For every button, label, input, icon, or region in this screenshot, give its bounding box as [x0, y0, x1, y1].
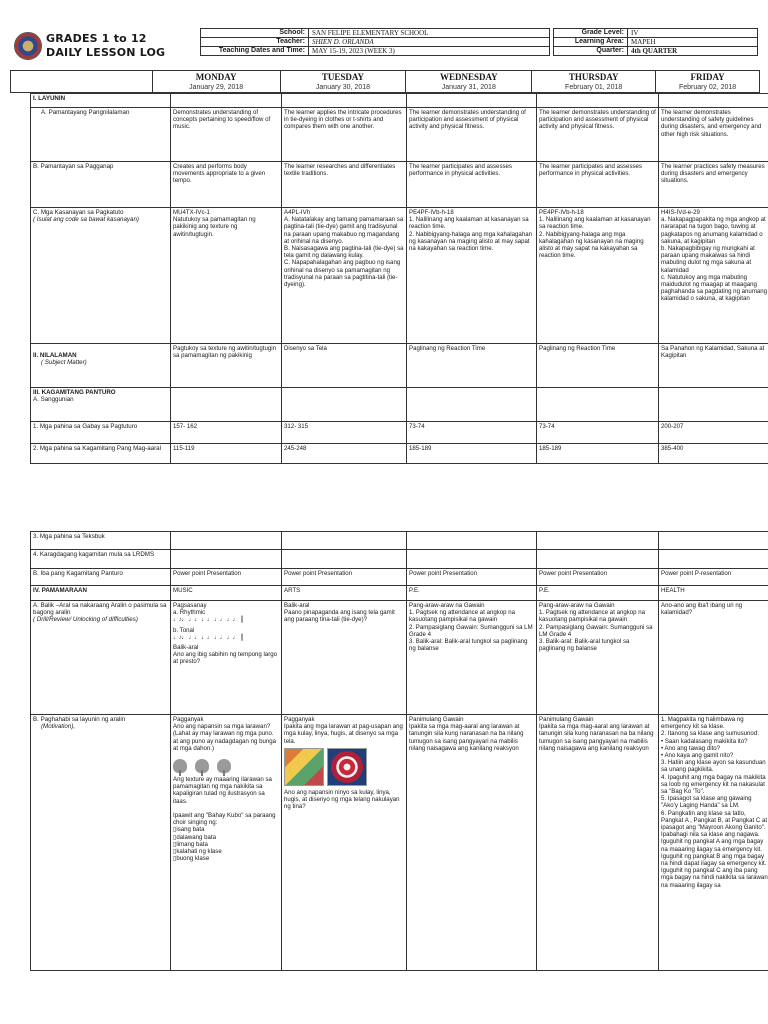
quarter-value: 4th QUARTER	[628, 47, 758, 56]
tie-dye-image	[327, 748, 367, 786]
pamamaraan-label: IV. PAMAMARAAN	[31, 586, 171, 601]
paghahabi-label: B. Paghahabi sa layunin ng aralin (Motivation),	[31, 715, 171, 971]
cell: 73-74	[407, 422, 537, 444]
grade-info-table	[553, 28, 758, 56]
dates-value: MAY 15-19, 2023 (WEEK 3)	[309, 47, 550, 56]
cell: The learner practices safety measures during disasters and emergency situations.	[659, 162, 768, 208]
cell: The learner applies the intricate procedures in tie-dyeing in clothes or t-shirts and compares them with one another.	[282, 108, 407, 162]
teacher-value: SHIEN D. ORLANDA	[309, 38, 550, 47]
grade-label: Grade Level:	[554, 29, 628, 38]
cell: Power point Presentation	[537, 569, 659, 586]
cell: The learner demonstrates understanding of participation and assessment of physical activity and physical fitness.	[537, 108, 659, 162]
grade-value: IV	[628, 29, 758, 38]
deped-seal-icon	[14, 32, 42, 60]
cell: Ano-ano ang iba't ibang uri ng kalamidad?	[659, 601, 768, 715]
cell: The learner participates and assesses performance in physical activities.	[407, 162, 537, 208]
cell: MU4TX-IVc-1 Natutukoy sa pamamagitan ng pakikinig ang texture ng awitin/tugtugin.	[171, 208, 282, 344]
document-title	[46, 32, 165, 60]
subject-music: MUSIC	[171, 586, 282, 601]
title-line1: GRADES 1 to 12	[46, 32, 147, 45]
cell: 185-189	[537, 444, 659, 464]
area-label: Learning Area:	[554, 38, 628, 47]
lesson-grid-page1	[30, 93, 768, 464]
tree-icon	[195, 759, 209, 773]
cell: 185-189	[407, 444, 537, 464]
iba-label: B. Iba pang Kagamitang Panturo	[31, 569, 171, 586]
cell: Demonstrates understanding of concepts pertaining to speed/flow of music.	[171, 108, 282, 162]
day-monday: MONDAY January 29, 2018	[152, 71, 280, 93]
cell: Panimulang Gawain Ipakita sa mga mag-aaral ang larawan at tanungin sila kung naranasan na ba nilang tumugon sa isang pangyayari na mabilis nilang naisagawa ang kanilang reaksyon	[407, 715, 537, 971]
cell: The learner researches and differentiates textile traditions.	[282, 162, 407, 208]
row-nilalaman	[31, 344, 768, 388]
cell: Pagganyak Ipakita ang mga larawan at pag-usapan ang mga kulay, linya, hugis, at disenyo sa mga tela. Ano ang napansin ninyo sa kulay, linya, hugis, at disenyo ng mga telang nakulayan ng tina?	[282, 715, 407, 971]
cell: Sa Panahon ng Kalamidad, Sakuna at Kagipitan	[659, 344, 768, 388]
cell: 200-207	[659, 422, 768, 444]
cell: PE4PF-IVb-h-18 1. Nalilinang ang kaalaman at kasanayan sa reaction time. 2. Nabibigyang-halaga ang mga kahalagahan ng kasanayan na maging alisto at may sapat na kakayahan sa reaction time.	[407, 208, 537, 344]
cell: Power point Presentation	[282, 569, 407, 586]
row-layunin	[31, 94, 768, 108]
cell: 157- 162	[171, 422, 282, 444]
title-line2: DAILY LESSON LOG	[46, 46, 166, 59]
subject-health: HEALTH	[659, 586, 768, 601]
cell: Balik-aral Paano pinapaganda ang isang tela gamit ang paraang tina-tali (tie-dye)?	[282, 601, 407, 715]
school-info-table	[200, 28, 550, 56]
day-thursday: THURSDAY February 01, 2018	[532, 71, 656, 93]
day-header-blank	[11, 71, 153, 93]
pamantayang-label: A. Pamantayang Pangnilalaman	[31, 108, 171, 162]
lrdms-label: 4. Karagdagang kagamitan mula sa LRDMS	[31, 550, 171, 569]
cell: Disenyo sa Tela	[282, 344, 407, 388]
cell: Creates and performs body movements appropriate to a given tempo.	[171, 162, 282, 208]
row-pagganap	[31, 162, 768, 208]
row-kagamitan	[31, 388, 768, 422]
kagamitan-label: III. KAGAMITANG PANTURO A. Sanggunian	[31, 388, 171, 422]
gabay-label: 1. Mga pahina sa Gabay sa Pagtuturo	[31, 422, 171, 444]
tree-illustration	[173, 755, 279, 773]
teksbuk-label: 3. Mga pahina sa Teksbuk	[31, 532, 171, 550]
cell: H4IS-IVd-e-29 a. Nakapagpapakita ng mga angkop at nararapat na tugon bago, tuwing at pagkatapos ng anumang kalamidad o sakuna, at kagipitan b. Nakapagbibigay ng mungkahi at paraan upang makaiwas sa hindi mabuting dulot ng mga sakuna at kalamidad c. Natutukoy ang mga mabuting maidudulot ng maagap at maagang paghahanda sa pagdating ng anumang kalamidad o sakuna, at kagipitan	[659, 208, 768, 344]
day-tuesday: TUESDAY January 30, 2018	[280, 71, 406, 93]
cell: Pagsasanay a. Rhythmic ♩♪♩ ♩♩ ♩♩ ♩♩ ♩♩ ║ b. Tonal ♩♪♩ ♩♩ ♩♩ ♩♩ ♩♩ ║ Balik-aral Ano ang ibig sabihin ng tempong largo at presto?	[171, 601, 282, 715]
subject-pe: P.E.	[407, 586, 537, 601]
row-paghahabi	[31, 715, 768, 971]
cell: 73-74	[537, 422, 659, 444]
nilalaman-label: II. NILALAMAN ( Subject Matter)	[31, 344, 171, 388]
layunin-label: I. LAYUNIN	[31, 94, 171, 108]
cell: Power point Presentation	[407, 569, 537, 586]
pagganap-label: B. Pamantayan sa Pagganap	[31, 162, 171, 208]
kasanayan-label: C. Mga Kasanayan sa Pagkatuto ( Isulat ang code sa bawat kasanayan)	[31, 208, 171, 344]
row-pamamaraan	[31, 586, 768, 601]
cell: Paglinang ng Reaction Time	[407, 344, 537, 388]
cell: The learner participates and assesses performance in physical activities.	[537, 162, 659, 208]
quarter-label: Quarter:	[554, 47, 628, 56]
kagamitang-pang-label: 2. Mga pahina sa Kagamitang Pang Mag-aaral	[31, 444, 171, 464]
rhythm-notes: ♩♪♩ ♩♩ ♩♩ ♩♩ ♩♩ ║	[173, 617, 244, 624]
cell: Power point Presentation	[171, 569, 282, 586]
tree-icon	[217, 759, 231, 773]
subject-pe: P.E.	[537, 586, 659, 601]
cell: Paglinang ng Reaction Time	[537, 344, 659, 388]
day-wednesday: WEDNESDAY January 31, 2018	[406, 71, 532, 93]
cell: Pagtukoy sa texture ng awitin/tugtugin sa pamamagitan ng pakikinig	[171, 344, 282, 388]
row-gabay	[31, 422, 768, 444]
tree-icon	[173, 759, 187, 773]
balik-label: A. Balik –Aral sa nakaraang Aralin o pasimula sa bagong aralin ( Drill/Review/ Unlocking of difficulties)	[31, 601, 171, 715]
tonal-notes: ♩♪♩ ♩♩ ♩♩ ♩♩ ♩♩ ║	[173, 634, 244, 641]
cell: Pang-araw-araw na Gawain 1. Pagtsek ng attendance at angkop na kasuotang pampisikal na gawain 2. Pampasiglang Gawain: Sumangguni sa LM Grade 4 3. Balik-aral: Balik-aral tungkol sa paglinang ng balanse	[407, 601, 537, 715]
day-header-row	[10, 70, 760, 93]
row-kagamitang-pang	[31, 444, 768, 464]
cell: 312- 315	[282, 422, 407, 444]
cell: 1. Magpakita ng halimbawa ng emergency kit sa klase. 2. Itanong sa klase ang sumusunod: • Saan kadalasang makikita ito? • Ano ang tawag dito? • Ano kaya ang gamit nito? 3. Hatiin ang klase ayon sa kasunduan sa unang pagkikita. 4. Ipaguhit ang mga bagay na makikita sa loob ng emergency kit na nakasulat sa "Bag Ko 'To". 5. Ipasagot sa klase ang gawaing "Ako'y Laging Handa" sa LM. 6. Pangkatin ang klase sa tatlo, Pangkat A , Pangkat B, at Pangkat C at ipasagot ang "Mayroon Akong Ganito". Ipabahagi nila sa klase ang nagawa. Iguguhit ng pangkat A ang mga bagay na maaaring ilagay sa emergency kit. Iguguhit ng pangkat B ang mga bagay na hindi dapat ilagay sa emergency kit. Iguguhit ng pangkat C ang iba pang mga bagay na hindi nakikita sa larawan na maaaring ilagay sa	[659, 715, 768, 971]
day-friday: FRIDAY February 02, 2018	[656, 71, 760, 93]
fabric-image	[284, 748, 324, 786]
lesson-grid-page2	[30, 531, 768, 971]
subject-arts: ARTS	[282, 586, 407, 601]
cell: PE4PF-IVb-h-18 1. Nalilinang ang kaalaman at kasanayan sa reaction time. 2. Nabibigyang-halaga ang mga kahalagahan ng kasanayan na maging alisto at may sapat na kakayahan sa reaction time.	[537, 208, 659, 344]
school-label: School:	[201, 29, 309, 38]
cell: The learner demonstrates understanding of participation and assessment of physical activity and physical fitness.	[407, 108, 537, 162]
cell: Panimulang Gawain Ipakita sa mga mag-aaral ang larawan at tanungin sila kung naranasan na ba nilang tumugon sa isang pangyayari na mabilis nilang naisagawa ang kanilang reaksyon	[537, 715, 659, 971]
cell: Power point P-resentation	[659, 569, 768, 586]
row-teksbuk	[31, 532, 768, 550]
cell: 245-248	[282, 444, 407, 464]
cell: Pagganyak Ano ang napansin sa mga larawan? (Lahat ay may larawan ng mga puno. at ang puno ay nadagdagan ng bunga at mga dahon.) Ang texture ay maaaring ilarawan sa pamamagitan ng mga nakikita sa kapaligiran tulad ng ilustrasyon sa itaas. Ipaawit ang "Bahay Kubo" sa paraang choir singing ng: ▯isang bata ▯dalawang bata ▯limang bata ▯kalahati ng klase ▯buong klase	[171, 715, 282, 971]
cell: The learner demonstrates understanding of safety guidelines during disasters, and emergency and other high risk situations.	[659, 108, 768, 162]
cell: 115-119	[171, 444, 282, 464]
row-iba	[31, 569, 768, 586]
row-kasanayan	[31, 208, 768, 344]
cell: Pang-araw-araw na Gawain 1. Pagtsek ng attendance at angkop na kasuotang pampisikal na gawain 2. Pampasiglang Gawain: Sumangguni sa LM Grade 4 3. Balik-aral: Balik-aral tungkol sa paglinang ng balanse	[537, 601, 659, 715]
cell: A4PL-IVh A. Natatalakay ang tamang pamamaraan sa pagtina-tali (tie-dye) gamit ang tradisyunal na paraan upang makabuo ng magandang at orihinal na disenyo. B. Naisasagawa ang pagtina-tali (tie-dye) sa tela gamit ng dalawang kulay. C. Napapahalagahan ang pagbuo ng isang orihinal na disenyo sa pamamagitan ng tradisyunal na paraan sa pagtitina-tali (tie-dyeing).	[282, 208, 407, 344]
cell: 385-400	[659, 444, 768, 464]
document-header	[10, 28, 758, 64]
row-pamantayang	[31, 108, 768, 162]
school-value: SAN FELIPE ELEMENTARY SCHOOL	[309, 29, 550, 38]
area-value: MAPEH	[628, 38, 758, 47]
row-balik	[31, 601, 768, 715]
teacher-label: Teacher:	[201, 38, 309, 47]
row-lrdms	[31, 550, 768, 569]
dates-label: Teaching Dates and Time:	[201, 47, 309, 56]
